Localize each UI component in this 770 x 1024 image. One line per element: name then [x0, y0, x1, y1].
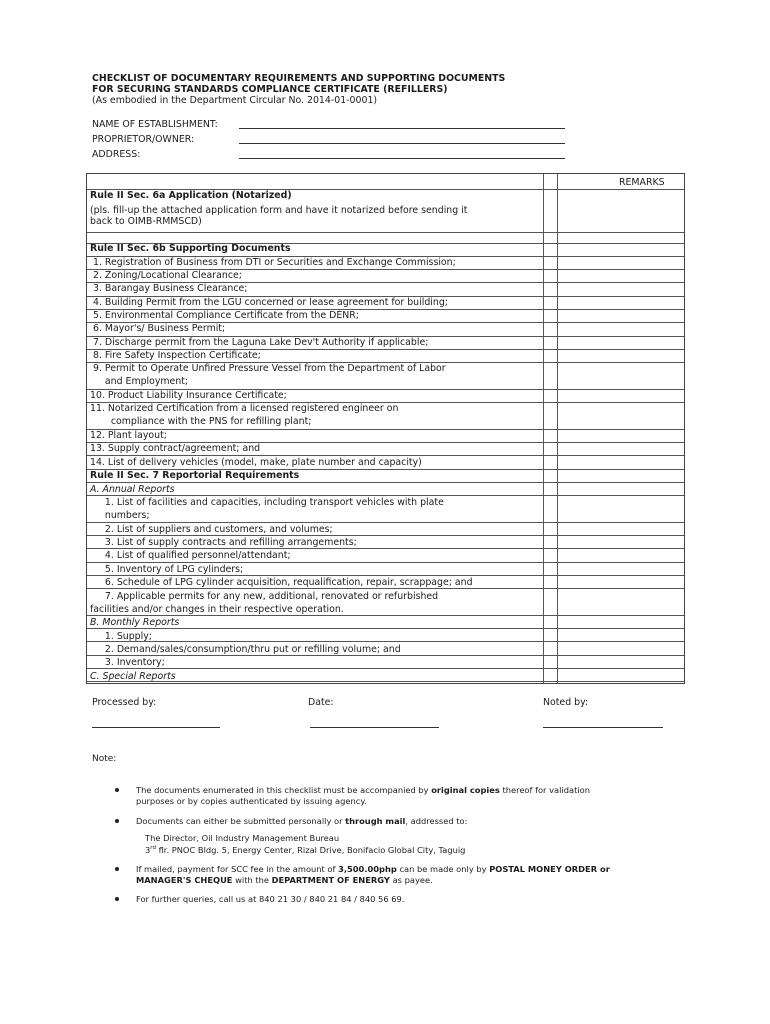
bullet-icon [115, 819, 119, 823]
sec6a-title: Rule II Sec. 6a Application (Notarized) [90, 190, 292, 201]
date-signature-line[interactable] [310, 727, 439, 728]
processed-by-signature-line[interactable] [92, 727, 220, 728]
table-divider [87, 588, 684, 589]
note-1-line2: purposes or by copies authenticated by issuing agency. [136, 796, 367, 806]
table-divider [87, 548, 684, 549]
list-item: 7. Applicable permits for any new, additional, renovated or refurbished [90, 591, 439, 602]
table-divider [87, 535, 684, 536]
list-item: 4. List of qualified personnel/attendant; [90, 550, 291, 561]
table-divider [87, 429, 684, 430]
table-divider [87, 681, 684, 682]
list-item: 1. List of facilities and capacities, including transport vehicles with plate [90, 497, 444, 508]
document-title-line1: CHECKLIST OF DOCUMENTARY REQUIREMENTS AND SUPPORTING DOCUMENTS [92, 73, 506, 84]
address-field[interactable] [239, 158, 565, 159]
address-label: ADDRESS: [92, 149, 141, 160]
note-3-line1: If mailed, payment for SCC fee in the amount of 3,500.00php can be made only by POSTAL MONEY ORDER or [136, 864, 610, 874]
table-divider [87, 522, 684, 523]
list-item: 9. Permit to Operate Unfired Pressure Vessel from the Department of Labor [90, 363, 446, 374]
note-3-line2: MANAGER'S CHEQUE with the DEPARTMENT OF ENERGY as payee. [136, 875, 433, 885]
list-item: compliance with the PNS for refilling plant; [90, 416, 312, 427]
table-divider [87, 482, 684, 483]
noted-by-signature-line[interactable] [543, 727, 663, 728]
table-divider [87, 575, 684, 576]
note-4: For further queries, call us at 840 21 30 / 840 21 84 / 840 56 69. [136, 894, 405, 904]
table-divider [87, 455, 684, 456]
table-divider [87, 562, 684, 563]
list-item: facilities and/or changes in their respective operation. [90, 604, 344, 615]
list-item: 2. Demand/sales/consumption/thru put or refilling volume; and [90, 644, 401, 655]
address-line-2: 3rd flr. PNOC Bldg. 5, Energy Center, Rizal Drive, Bonifacio Global City, Taguig [145, 844, 466, 855]
note-label: Note: [92, 754, 117, 764]
list-item: and Employment; [90, 376, 189, 387]
bullet-icon [115, 788, 119, 792]
list-item: 2. Zoning/Locational Clearance; [90, 270, 242, 281]
list-item: 13. Supply contract/agreement; and [90, 443, 261, 454]
sec6b-title: Rule II Sec. 6b Supporting Documents [90, 243, 291, 254]
list-item: 8. Fire Safety Inspection Certificate; [90, 350, 261, 361]
list-item: 6. Mayor's/ Business Permit; [90, 323, 226, 334]
list-item: 1. Supply; [90, 631, 152, 642]
list-item: 3. List of supply contracts and refilling arrangements; [90, 537, 357, 548]
list-item: 3. Barangay Business Clearance; [90, 283, 248, 294]
table-divider [87, 232, 684, 233]
annual-reports-title: A. Annual Reports [90, 484, 175, 495]
list-item: 14. List of delivery vehicles (model, make, plate number and capacity) [90, 457, 422, 468]
table-divider [87, 668, 684, 669]
list-item: 11. Notarized Certification from a licensed registered engineer on [90, 403, 399, 414]
special-reports-title: C. Special Reports [90, 671, 176, 682]
list-item: 6. Schedule of LPG cylinder acquisition, requalification, repair, scrappage; and [90, 577, 473, 588]
list-item: 5. Environmental Compliance Certificate from the DENR; [90, 310, 359, 321]
list-item: 4. Building Permit from the LGU concerned or lease agreement for building; [90, 297, 448, 308]
proprietor-label: PROPRIETOR/OWNER: [92, 134, 195, 145]
sec7-title: Rule II Sec. 7 Reportorial Requirements [90, 470, 300, 481]
remarks-header: REMARKS [619, 177, 665, 188]
table-divider [87, 615, 684, 616]
list-item: numbers; [90, 510, 150, 521]
table-divider [87, 628, 684, 629]
list-item: 10. Product Liability Insurance Certificate; [90, 390, 287, 401]
list-item: 1. Registration of Business from DTI or Securities and Exchange Commission; [90, 257, 456, 268]
list-item: 3. Inventory; [90, 657, 165, 668]
list-item: 5. Inventory of LPG cylinders; [90, 564, 244, 575]
establishment-label: NAME OF ESTABLISHMENT: [92, 119, 218, 130]
document-title-line2: FOR SECURING STANDARDS COMPLIANCE CERTIFICATE (REFILLERS) [92, 84, 448, 95]
bullet-icon [115, 867, 119, 871]
list-item: 7. Discharge permit from the Laguna Lake Dev't Authority if applicable; [90, 337, 429, 348]
note-1-line1: The documents enumerated in this checklist must be accompanied by original copies thereof for validation [136, 785, 590, 795]
table-divider [87, 655, 684, 656]
monthly-reports-title: B. Monthly Reports [90, 617, 180, 628]
address-line-1: The Director, Oil Industry Management Bureau [145, 833, 340, 843]
date-label: Date: [308, 697, 334, 708]
establishment-field[interactable] [239, 128, 565, 129]
note-2: Documents can either be submitted personally or through mail, addressed to: [136, 816, 468, 826]
list-item: 2. List of suppliers and customers, and volumes; [90, 524, 333, 535]
noted-by-label: Noted by: [543, 697, 589, 708]
table-divider [87, 641, 684, 642]
proprietor-field[interactable] [239, 143, 565, 144]
sec6a-text-line1: (pls. fill-up the attached application form and have it notarized before sending it [90, 205, 468, 216]
processed-by-label: Processed by: [92, 697, 157, 708]
sec6a-text-line2: back to OIMB-RMMSCD) [90, 216, 202, 227]
bullet-icon [115, 897, 119, 901]
table-divider [87, 495, 684, 496]
document-subtitle: (As embodied in the Department Circular No. 2014-01-0001) [92, 95, 378, 106]
list-item: 12. Plant layout; [90, 430, 167, 441]
